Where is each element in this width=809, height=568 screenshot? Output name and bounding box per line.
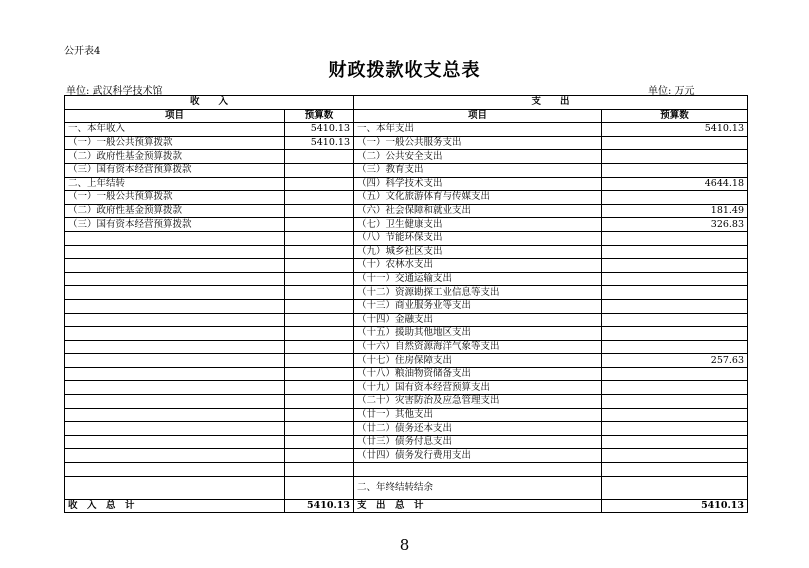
expense-amount-cell bbox=[602, 191, 748, 205]
expense-item-cell: （十一）交通运输支出 bbox=[354, 272, 602, 286]
expense-header: 支 出 bbox=[354, 96, 748, 110]
income-amount-cell bbox=[285, 408, 354, 422]
expense-item-cell: （十六）自然资源海洋气象等支出 bbox=[354, 340, 602, 354]
expense-item-header: 项目 bbox=[354, 109, 602, 123]
total-row bbox=[65, 499, 748, 513]
income-item-header: 项目 bbox=[65, 109, 285, 123]
income-amount-header: 预算数 bbox=[285, 109, 354, 123]
expense-item-cell: （二十）灾害防治及应急管理支出 bbox=[354, 395, 602, 409]
expense-item-cell: （廿一）其他支出 bbox=[354, 408, 602, 422]
expense-item-cell: （十二）资源勘探工业信息等支出 bbox=[354, 286, 602, 300]
income-item-cell: （二）政府性基金预算拨款 bbox=[65, 150, 285, 164]
expense-item-cell: （廿三）债务付息支出 bbox=[354, 435, 602, 449]
income-item-cell: （三）国有资本经营预算拨款 bbox=[65, 163, 285, 177]
fiscal-summary-table bbox=[64, 95, 748, 513]
balance-income-amount bbox=[285, 476, 354, 499]
balance-expense-item: 二、年终结转结余 bbox=[354, 476, 602, 499]
income-item-cell: （一）一般公共预算拨款 bbox=[65, 191, 285, 205]
income-item-cell: （三）国有资本经营预算拨款 bbox=[65, 218, 285, 232]
expense-amount-cell bbox=[602, 395, 748, 409]
income-item-cell bbox=[65, 435, 285, 449]
income-amount-cell bbox=[285, 381, 354, 395]
expense-amount-cell bbox=[602, 231, 748, 245]
income-amount-cell bbox=[285, 449, 354, 463]
expense-amount-cell bbox=[602, 463, 748, 477]
expense-item-cell: （一）一般公共服务支出 bbox=[354, 136, 602, 150]
expense-item-cell: （三）教育支出 bbox=[354, 163, 602, 177]
expense-amount-cell bbox=[602, 163, 748, 177]
expense-item-cell: （十）农林水支出 bbox=[354, 259, 602, 273]
balance-row bbox=[65, 476, 748, 499]
income-amount-cell bbox=[285, 150, 354, 164]
table-row bbox=[65, 177, 748, 191]
income-item-cell bbox=[65, 231, 285, 245]
table-row bbox=[65, 299, 748, 313]
income-amount-cell bbox=[285, 354, 354, 368]
expense-item-cell bbox=[354, 463, 602, 477]
section-header-row bbox=[65, 96, 748, 110]
table-row bbox=[65, 327, 748, 341]
income-item-cell bbox=[65, 272, 285, 286]
expense-amount-cell bbox=[602, 408, 748, 422]
table-row bbox=[65, 435, 748, 449]
expense-amount-cell bbox=[602, 150, 748, 164]
income-amount-cell bbox=[285, 367, 354, 381]
expense-item-cell: 一、本年支出 bbox=[354, 123, 602, 137]
expense-item-cell: （四）科学技术支出 bbox=[354, 177, 602, 191]
expense-item-cell: （十九）国有资本经营预算支出 bbox=[354, 381, 602, 395]
income-item-cell bbox=[65, 422, 285, 436]
expense-amount-cell bbox=[602, 313, 748, 327]
expense-amount-cell bbox=[602, 259, 748, 273]
income-item-cell bbox=[65, 354, 285, 368]
expense-item-cell: （十八）粮油物资储备支出 bbox=[354, 367, 602, 381]
income-item-cell bbox=[65, 395, 285, 409]
table-row bbox=[65, 408, 748, 422]
income-amount-cell bbox=[285, 191, 354, 205]
expense-amount-cell bbox=[602, 367, 748, 381]
expense-amount-cell bbox=[602, 245, 748, 259]
income-item-cell bbox=[65, 463, 285, 477]
income-item-cell: 二、上年结转 bbox=[65, 177, 285, 191]
expense-item-cell: （十四）金融支出 bbox=[354, 313, 602, 327]
table-row bbox=[65, 259, 748, 273]
income-amount-cell bbox=[285, 286, 354, 300]
income-total-label: 收 入 总 计 bbox=[65, 499, 285, 513]
table-row bbox=[65, 313, 748, 327]
income-item-cell bbox=[65, 299, 285, 313]
income-item-cell: （二）政府性基金预算拨款 bbox=[65, 204, 285, 218]
column-header-row bbox=[65, 109, 748, 123]
income-item-cell bbox=[65, 313, 285, 327]
expense-amount-cell bbox=[602, 449, 748, 463]
table-row bbox=[65, 150, 748, 164]
income-item-cell bbox=[65, 381, 285, 395]
expense-amount-cell bbox=[602, 272, 748, 286]
table-row bbox=[65, 367, 748, 381]
table-row bbox=[65, 286, 748, 300]
expense-amount-cell bbox=[602, 340, 748, 354]
unit-organization: 单位: 武汉科学技术馆 bbox=[66, 86, 163, 97]
document-label: 公开表4 bbox=[64, 46, 101, 57]
table-row bbox=[65, 136, 748, 150]
income-amount-cell: 5410.13 bbox=[285, 123, 354, 137]
expense-amount-cell: 181.49 bbox=[602, 204, 748, 218]
expense-amount-cell bbox=[602, 435, 748, 449]
expense-amount-cell bbox=[602, 286, 748, 300]
balance-expense-amount bbox=[602, 476, 748, 499]
expense-item-cell: （廿二）债务还本支出 bbox=[354, 422, 602, 436]
income-amount-cell bbox=[285, 422, 354, 436]
income-amount-cell bbox=[285, 327, 354, 341]
table-row bbox=[65, 463, 748, 477]
table-row bbox=[65, 231, 748, 245]
table-body bbox=[65, 123, 748, 476]
expense-item-cell: （十七）住房保障支出 bbox=[354, 354, 602, 368]
table-row bbox=[65, 272, 748, 286]
page-number: 8 bbox=[399, 536, 410, 554]
income-amount-cell bbox=[285, 177, 354, 191]
expense-amount-cell bbox=[602, 136, 748, 150]
income-amount-cell bbox=[285, 299, 354, 313]
income-item-cell bbox=[65, 449, 285, 463]
expense-amount-cell bbox=[602, 299, 748, 313]
table-row bbox=[65, 340, 748, 354]
income-amount-cell bbox=[285, 259, 354, 273]
table-row bbox=[65, 163, 748, 177]
income-amount-cell bbox=[285, 435, 354, 449]
income-amount-cell bbox=[285, 313, 354, 327]
income-amount-cell bbox=[285, 218, 354, 232]
expense-item-cell: （十五）援助其他地区支出 bbox=[354, 327, 602, 341]
income-item-cell bbox=[65, 340, 285, 354]
income-amount-cell bbox=[285, 463, 354, 477]
expense-amount-cell bbox=[602, 422, 748, 436]
income-item-cell bbox=[65, 327, 285, 341]
income-item-cell bbox=[65, 408, 285, 422]
income-item-cell bbox=[65, 259, 285, 273]
income-amount-cell bbox=[285, 340, 354, 354]
expense-item-cell: （七）卫生健康支出 bbox=[354, 218, 602, 232]
expense-item-cell: （九）城乡社区支出 bbox=[354, 245, 602, 259]
income-amount-cell bbox=[285, 245, 354, 259]
income-header: 收 入 bbox=[65, 96, 354, 110]
table-row bbox=[65, 218, 748, 232]
table-row bbox=[65, 204, 748, 218]
table-row bbox=[65, 449, 748, 463]
expense-amount-cell: 4644.18 bbox=[602, 177, 748, 191]
income-amount-cell bbox=[285, 272, 354, 286]
table-row bbox=[65, 191, 748, 205]
table-row bbox=[65, 245, 748, 259]
table-row bbox=[65, 354, 748, 368]
expense-item-cell: （二）公共安全支出 bbox=[354, 150, 602, 164]
unit-currency: 单位: 万元 bbox=[648, 86, 695, 97]
income-item-cell bbox=[65, 367, 285, 381]
income-item-cell: 一、本年收入 bbox=[65, 123, 285, 137]
income-amount-cell bbox=[285, 163, 354, 177]
expense-amount-cell: 5410.13 bbox=[602, 123, 748, 137]
page-title: 财政拨款收支总表 bbox=[328, 60, 481, 81]
table-row bbox=[65, 381, 748, 395]
income-amount-cell bbox=[285, 395, 354, 409]
expense-item-cell: （五）文化旅游体育与传媒支出 bbox=[354, 191, 602, 205]
income-amount-cell bbox=[285, 204, 354, 218]
table-row bbox=[65, 395, 748, 409]
income-total-amount: 5410.13 bbox=[285, 499, 354, 513]
income-amount-cell bbox=[285, 231, 354, 245]
expense-amount-header: 预算数 bbox=[602, 109, 748, 123]
expense-amount-cell bbox=[602, 381, 748, 395]
expense-item-cell: （廿四）债务发行费用支出 bbox=[354, 449, 602, 463]
expense-amount-cell: 257.63 bbox=[602, 354, 748, 368]
expense-amount-cell: 326.83 bbox=[602, 218, 748, 232]
expense-item-cell: （十三）商业服务业等支出 bbox=[354, 299, 602, 313]
table-row bbox=[65, 123, 748, 137]
income-amount-cell: 5410.13 bbox=[285, 136, 354, 150]
expense-amount-cell bbox=[602, 327, 748, 341]
expense-total-label: 支 出 总 计 bbox=[354, 499, 602, 513]
income-item-cell: （一）一般公共预算拨款 bbox=[65, 136, 285, 150]
expense-item-cell: （六）社会保障和就业支出 bbox=[354, 204, 602, 218]
balance-income-item bbox=[65, 476, 285, 499]
table-row bbox=[65, 422, 748, 436]
income-item-cell bbox=[65, 286, 285, 300]
expense-total-amount: 5410.13 bbox=[602, 499, 748, 513]
expense-item-cell: （八）节能环保支出 bbox=[354, 231, 602, 245]
income-item-cell bbox=[65, 245, 285, 259]
